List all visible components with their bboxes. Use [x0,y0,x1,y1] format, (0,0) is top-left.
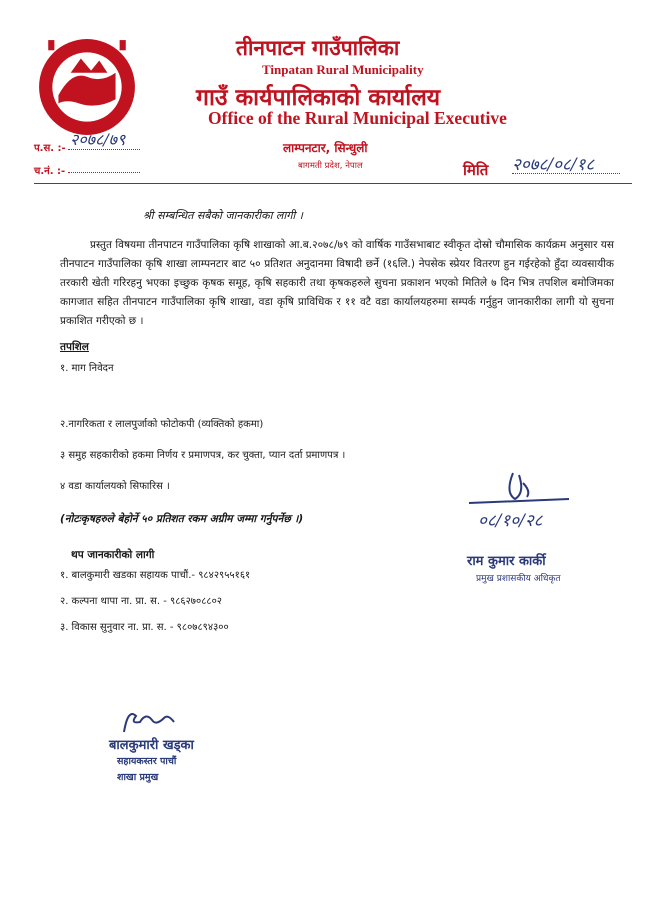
date-label: मिति [463,161,489,179]
details-item: ३ समुह सहकारीको हकमा निर्णय र प्रमाणपत्र, कर चुक्ता, प्यान दर्ता प्रमाणपत्र । [60,450,346,461]
signatory-title-left-2: शाखा प्रमुख [117,772,159,783]
dispatch-number-label: च.नं. :- [34,166,66,177]
municipality-name-english: Tinpatan Rural Municipality [262,62,424,77]
contact-item: २. कल्पना थापा ना. प्रा. स. - ९८६२७०८८०२ [60,596,222,607]
reference-value: २०७८/७९ [70,130,126,149]
office-name-nepali: गाउँ कार्यपालिकाको कार्यालय [196,85,441,111]
municipality-name-nepali: तीनपाटन गाउँपालिका [236,36,400,60]
contact-item: ३. विकास सुनुवार ना. प्रा. स. - ९८०७८९४३०० [60,622,229,633]
municipality-emblem [36,36,138,138]
signature-date-handwritten: ०८/१०/२८ [478,511,543,531]
details-heading: तपशिल [60,341,89,353]
flag-icon [120,40,126,50]
reference-label: प.स. :- [34,143,66,154]
salutation: श्री सम्बन्धित सबैको जानकारीका लागी । [143,209,303,222]
date-value: २०७८/०८/१८ [512,155,595,175]
more-info-heading: थप जानकारीको लागी [71,549,155,561]
details-item: १. माग निवेदन [60,363,114,374]
address-line-2: बागमती प्रदेश, नेपाल [298,161,363,171]
details-item: २.नागरिकता र लालपुर्जाको फोटोकपी (व्यक्तिको हकमा) [60,419,264,430]
details-item: ४ वडा कार्यालयको सिफारिस । [60,481,170,492]
signatory-name-right: राम कुमार कार्की [467,554,546,569]
office-name-english: Office of the Rural Municipal Executive [208,108,507,128]
notice-paragraph: प्रस्तुत विषयमा तीनपाटन गाउँपालिका कृषि शाखाको आ.ब.२०७८/७९ को वार्षिक गाउँसभाबाट स्वीकृत दोस्रो चौमासिक कार्यक्रम अनुसार यस तीनपाटन गाउँपालिका कृषि शाखा लाम्पनटार बाट ५० प्रतिशत अनुदानमा विषादी छर्ने (१६लि.) नेपसेक स्प्रेयर वितरण हुन गईरहेको हुँदा व्यवसायीक तरकारी खेती गरिरहनु भएका इच्छुक कृषक समूह, कृषि सहकारी तथा कृषकहरुले सुचना प्रकाशन भएको मितिले ७ दिन भित्र तपशिल बमोजिमका कागजात सहित तीनपाटन गाउँपालिका कृषि शाखा, वडा कृषि प्राविधिक र ११ वटै वडा कार्यालयहरुमा सम्पर्क गर्नुहुन जानकारीका लागी यो सुचना प्रकाशित गरीएको छ । [60,239,614,327]
reference-rule [68,149,140,150]
date-rule [512,173,620,174]
signatory-title-left: सहायकस्तर पाचौं [117,756,177,767]
signatory-title-right: प्रमुख प्रशासकीय अधिकृत [476,574,561,584]
contact-item: १. बालकुमारी खडका सहायक पाचौं.- ९८४२९५५१६१ [60,570,251,581]
flag-icon [48,40,54,50]
signature-mark-left [118,704,178,738]
address-line-1: लाम्पनटार, सिन्धुली [283,141,368,155]
signatory-name-left: बालकुमारी खड्का [109,738,194,753]
header-divider [34,183,632,184]
dispatch-number-rule [68,172,140,173]
note-text: (नोटःकृषहरुले बेहोर्ने ५० प्रतिशत रकम अग्रीम जम्मा गर्नुपर्नेछ ।) [60,513,304,525]
